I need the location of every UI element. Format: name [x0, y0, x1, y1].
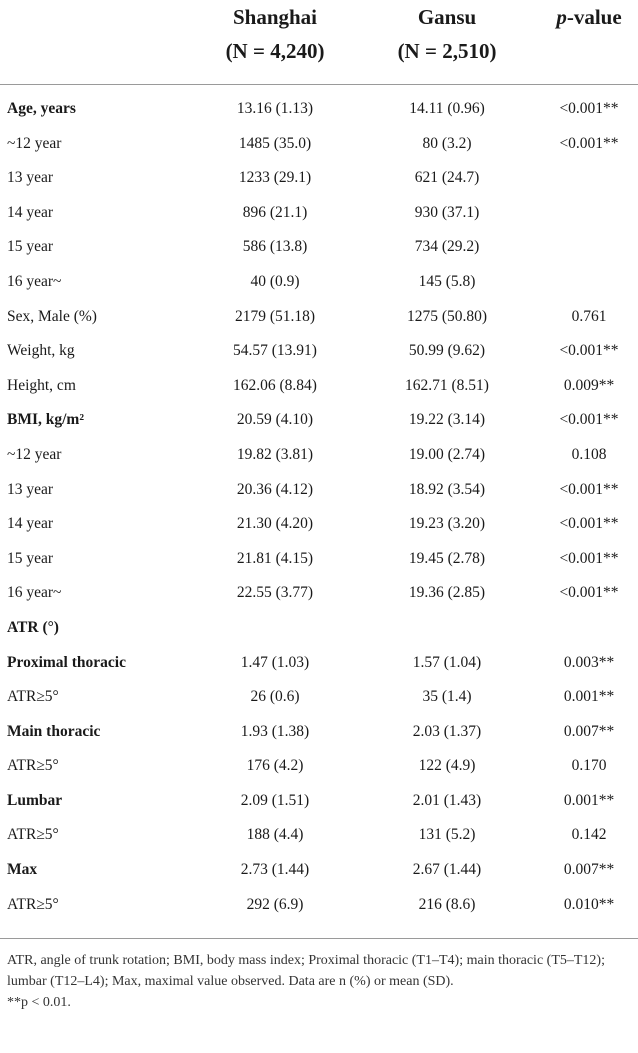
cell-gansu: 1275 (50.80) — [406, 307, 488, 325]
cell-pvalue: 0.007** — [563, 861, 615, 879]
row-label: BMI, kg/m² — [7, 411, 84, 429]
cell-gansu: 18.92 (3.54) — [408, 480, 486, 498]
cell-shanghai: 22.55 (3.77) — [236, 584, 314, 602]
col-header-shanghai — [200, 0, 350, 68]
cell-pvalue: 0.007** — [563, 722, 615, 740]
row-label: 14 year — [7, 203, 54, 221]
table-row — [0, 680, 638, 715]
cell-gansu: 50.99 (9.62) — [408, 342, 486, 360]
col-header-shanghai-n: (N = 4,240) — [225, 39, 325, 63]
table-row — [0, 265, 638, 300]
cell-shanghai: 19.82 (3.81) — [236, 445, 314, 463]
cell-gansu: 734 (29.2) — [414, 238, 480, 256]
cell-pvalue: <0.001** — [559, 515, 619, 533]
table-row — [0, 300, 638, 335]
cell-shanghai: 2.09 (1.51) — [240, 791, 310, 809]
cell-shanghai: 2.73 (1.44) — [240, 861, 310, 879]
cell-shanghai: 40 (0.9) — [250, 272, 300, 290]
cell-shanghai: 21.81 (4.15) — [236, 549, 314, 567]
cell-pvalue: 0.009** — [563, 376, 615, 394]
row-label: Height, cm — [7, 376, 76, 394]
cell-shanghai: 162.06 (8.84) — [233, 376, 317, 394]
col-header-gansu — [372, 0, 522, 68]
table-row — [0, 576, 638, 611]
table-row — [0, 611, 638, 646]
row-label: Proximal thoracic — [7, 653, 126, 671]
header-rule — [0, 84, 638, 85]
row-label: 14 year — [7, 515, 54, 533]
row-label: 16 year~ — [7, 584, 62, 602]
cell-gansu: 2.03 (1.37) — [412, 722, 482, 740]
cell-shanghai: 13.16 (1.13) — [236, 100, 314, 117]
cell-gansu: 145 (5.8) — [418, 272, 476, 290]
cell-pvalue: 0.003** — [563, 653, 615, 671]
table-row — [0, 715, 638, 750]
cell-pvalue: <0.001** — [559, 134, 619, 152]
row-label: ATR≥5° — [7, 757, 59, 775]
col-header-pvalue-p: p — [556, 5, 567, 29]
cell-pvalue: 0.170 — [571, 757, 607, 775]
table-row — [0, 507, 638, 542]
col-header-gansu-name: Gansu — [417, 5, 477, 29]
cell-gansu: 80 (3.2) — [422, 134, 472, 152]
cell-gansu: 621 (24.7) — [414, 169, 480, 187]
cell-gansu: 19.45 (2.78) — [408, 549, 486, 567]
cell-shanghai: 1233 (29.1) — [238, 169, 312, 187]
row-label: 13 year — [7, 169, 54, 187]
cell-gansu: 162.71 (8.51) — [405, 376, 489, 394]
cell-gansu: 35 (1.4) — [422, 688, 472, 706]
table-header — [0, 0, 638, 84]
cell-shanghai: 1485 (35.0) — [238, 134, 312, 152]
row-label: ~12 year — [7, 134, 62, 152]
cell-gansu: 216 (8.6) — [418, 895, 476, 913]
col-header-gansu-n: (N = 2,510) — [397, 39, 497, 63]
table-row — [0, 369, 638, 404]
row-label: Sex, Male (%) — [7, 307, 97, 325]
row-label: ATR≥5° — [7, 826, 59, 844]
table-row — [0, 853, 638, 888]
table-row — [0, 888, 638, 923]
row-label: Age, years — [7, 100, 76, 117]
cell-gansu: 19.23 (3.20) — [408, 515, 486, 533]
cell-shanghai: 21.30 (4.20) — [236, 515, 314, 533]
cell-shanghai: 54.57 (13.91) — [233, 342, 317, 360]
cell-gansu: 122 (4.9) — [418, 757, 476, 775]
cell-shanghai: 188 (4.4) — [246, 826, 304, 844]
cell-shanghai: 20.36 (4.12) — [236, 480, 314, 498]
col-header-pvalue — [540, 0, 638, 34]
cell-gansu: 2.01 (1.43) — [412, 791, 482, 809]
row-label: 13 year — [7, 480, 54, 498]
table-row — [0, 230, 638, 265]
cell-pvalue: 0.001** — [563, 688, 615, 706]
row-label: Main thoracic — [7, 722, 101, 740]
row-label: 15 year — [7, 549, 54, 567]
row-label: ~12 year — [7, 445, 62, 463]
cell-gansu: 2.67 (1.44) — [412, 861, 482, 879]
cell-shanghai: 586 (13.8) — [242, 238, 308, 256]
cell-gansu: 131 (5.2) — [418, 826, 476, 844]
col-header-shanghai-name: Shanghai — [232, 5, 318, 29]
cell-shanghai: 896 (21.1) — [242, 203, 308, 221]
cell-gansu: 1.57 (1.04) — [412, 653, 482, 671]
table-row — [0, 542, 638, 577]
table-footnote — [7, 950, 631, 1013]
cell-pvalue: <0.001** — [559, 549, 619, 567]
table-row — [0, 784, 638, 819]
table-row — [0, 196, 638, 231]
cell-pvalue: 0.108 — [571, 445, 607, 463]
cell-shanghai: 20.59 (4.10) — [236, 411, 314, 429]
table-row — [0, 646, 638, 681]
row-label: ATR (°) — [7, 618, 59, 636]
cell-gansu: 19.00 (2.74) — [408, 445, 486, 463]
table-row — [0, 161, 638, 196]
row-label: ATR≥5° — [7, 688, 59, 706]
cell-pvalue: 0.010** — [563, 895, 615, 913]
cell-gansu: 19.22 (3.14) — [408, 411, 486, 429]
table-row — [0, 818, 638, 853]
table-row — [0, 127, 638, 162]
table-row — [0, 438, 638, 473]
col-header-pvalue-rest: -value — [566, 5, 622, 29]
cell-pvalue: <0.001** — [559, 584, 619, 602]
table-row — [0, 92, 638, 127]
cell-pvalue: <0.001** — [559, 480, 619, 498]
cell-shanghai: 1.47 (1.03) — [240, 653, 310, 671]
footnote-text: ATR, angle of trunk rotation; BMI, body mass index; Proximal thoracic (T1–T4); main thoracic (T5–T12); lumbar (T12–L4); Max, maximal value observed. Data are n (%) or mean (SD). — [7, 953, 605, 989]
cell-pvalue: <0.001** — [559, 100, 619, 117]
row-label: ATR≥5° — [7, 895, 59, 913]
cell-gansu: 930 (37.1) — [414, 203, 480, 221]
cell-pvalue: <0.001** — [559, 411, 619, 429]
cell-pvalue: <0.001** — [559, 342, 619, 360]
cell-gansu: 19.36 (2.85) — [408, 584, 486, 602]
cell-shanghai: 26 (0.6) — [250, 688, 300, 706]
footnote-significance: **p < 0.01. — [7, 995, 71, 1010]
cell-shanghai: 1.93 (1.38) — [240, 722, 310, 740]
cell-pvalue: 0.142 — [571, 826, 607, 844]
row-label: Lumbar — [7, 791, 63, 809]
cell-pvalue: 0.761 — [571, 307, 607, 325]
cell-shanghai: 176 (4.2) — [246, 757, 304, 775]
table-row — [0, 473, 638, 508]
table-body — [0, 92, 638, 922]
row-label: Weight, kg — [7, 342, 75, 360]
table-row — [0, 334, 638, 369]
table-row — [0, 749, 638, 784]
table-row — [0, 403, 638, 438]
cell-pvalue: 0.001** — [563, 791, 615, 809]
row-label: Max — [7, 861, 38, 879]
cell-gansu: 14.11 (0.96) — [409, 100, 485, 117]
cell-shanghai: 292 (6.9) — [246, 895, 304, 913]
row-label: 16 year~ — [7, 272, 62, 290]
row-label: 15 year — [7, 238, 54, 256]
footer-rule — [0, 938, 638, 939]
cell-shanghai: 2179 (51.18) — [234, 307, 316, 325]
